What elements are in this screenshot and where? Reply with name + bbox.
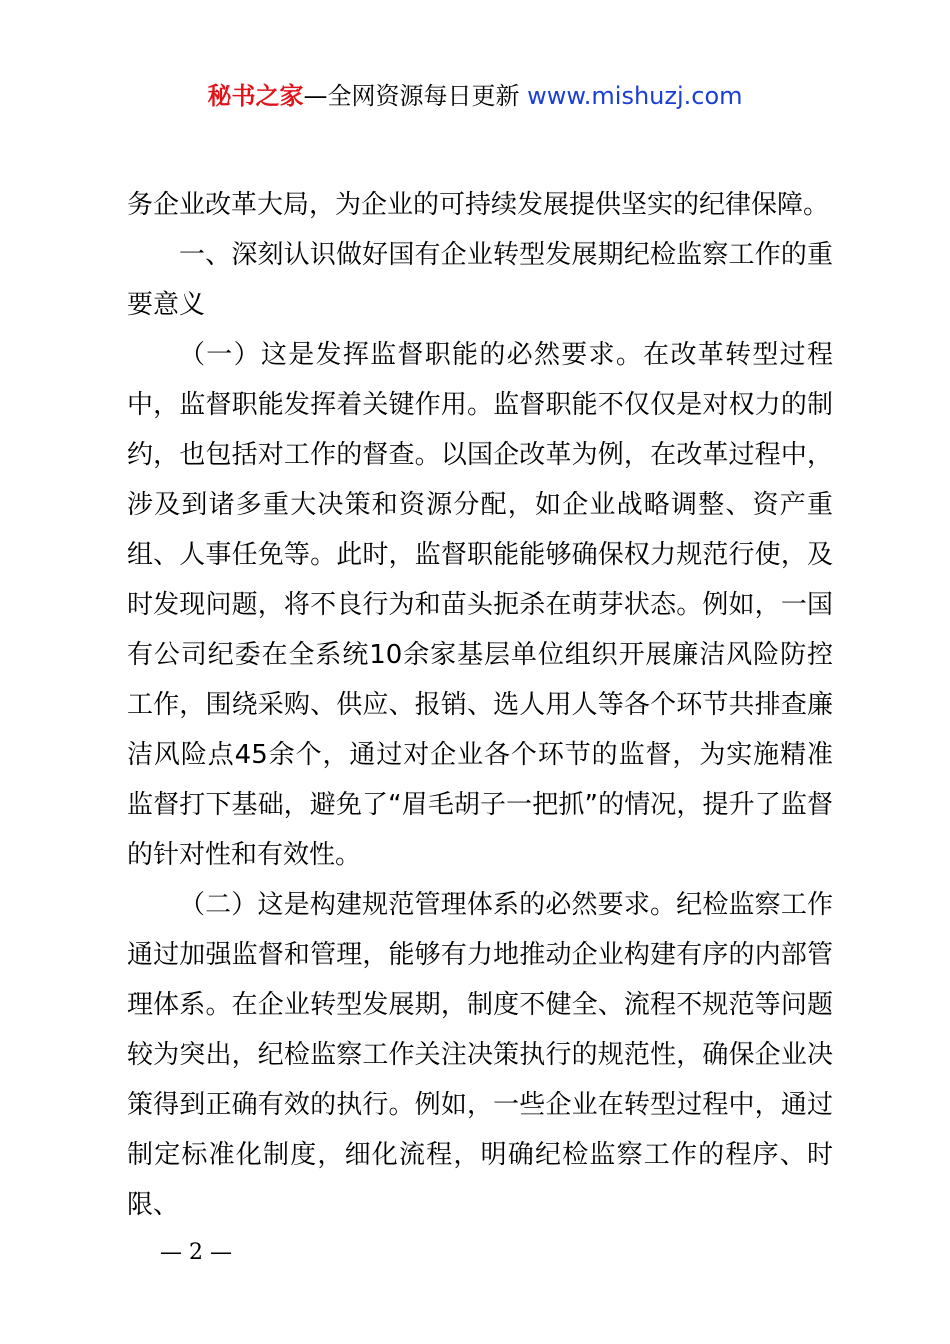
site-url-link[interactable]: www.mishuzj.com: [527, 82, 743, 110]
site-header: [0, 80, 950, 112]
page-number: — 2 —: [160, 1240, 232, 1265]
paragraph-subsection-2: （二）这是构建规范管理体系的必然要求。纪检监察工作通过加强监督和管理，能够有力地推动企业构建有序的内部管理体系。在企业转型发展期，制度不健全、流程不规范等问题较为突出，纪检监察工作关注决策执行的规范性，确保企业决策得到正确有效的执行。例如，一些企业在转型过程中，通过制定标准化制度，细化流程，明确纪检监察工作的程序、时限、: [127, 890, 833, 1220]
section-heading: 一、深刻认识做好国有企业转型发展期纪检监察工作的重要意义: [127, 240, 833, 320]
paragraph-subsection-1: （一）这是发挥监督职能的必然要求。在改革转型过程中，监督职能发挥着关键作用。监督职能不仅仅是对权力的制约，也包括对工作的督查。以国企改革为例，在改革过程中，涉及到诸多重大决策和资源分配，如企业战略调整、资产重组、人事任免等。此时，监督职能能够确保权力规范行使，及时发现问题，将不良行为和苗头扼杀在萌芽状态。例如，一国有公司纪委在全系统10余家基层单位组织开展廉洁风险防控工作，围绕采购、供应、报销、选人用人等各个环节共排查廉洁风险点45余个，通过对企业各个环节的监督，为实施精准监督打下基础，避免了“眉毛胡子一把抓”的情况，提升了监督的针对性和有效性。: [127, 340, 833, 870]
document-body: [127, 180, 833, 1230]
brand-name: 秘书之家: [207, 82, 304, 110]
paragraph-continuation: 务企业改革大局，为企业的可持续发展提供坚实的纪律保障。: [127, 190, 830, 220]
header-tagline: —全网资源每日更新: [303, 82, 520, 110]
